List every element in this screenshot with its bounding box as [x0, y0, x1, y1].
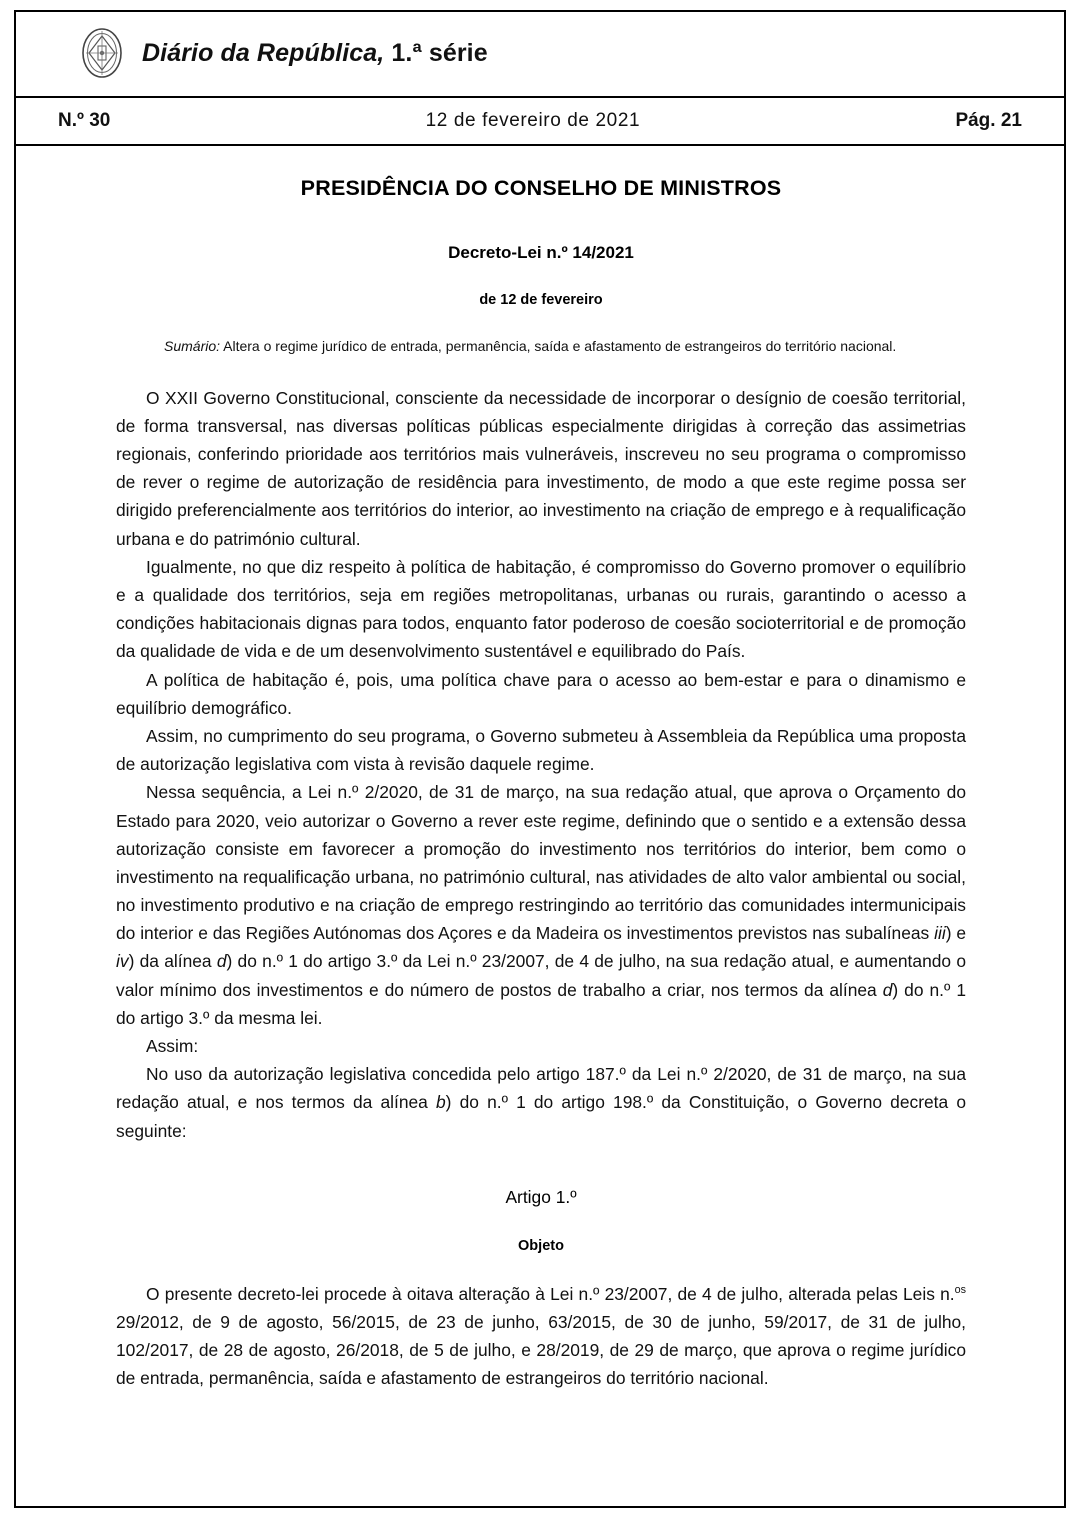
article-body [116, 1280, 966, 1393]
article-text-1: O presente decreto-lei procede à oitava alteração à Lei n.º 23/2007, de 4 de julho, alterada pelas Leis n. [146, 1283, 955, 1304]
portugal-coat-of-arms-icon [80, 27, 124, 79]
p7-italic-1: b [435, 1092, 446, 1113]
p5-italic-2: iv [116, 951, 129, 972]
document-content [52, 176, 1028, 1393]
article-heading: Artigo 1.º [505, 1186, 577, 1207]
p5-text-4: ) do n.º 1 do artigo 3.º da Lei n.º 23/2007, de 4 de julho, na sua redação atual, e aumentando o valor mínimo dos investimentos e do número de postos de trabalho a criar, nos termos da alínea [116, 951, 967, 1000]
p7-text-1: No uso da autorização legislativa concedida pelo artigo 187.º da Lei n.º 2/2020, de 31 de março, na sua redação atual, e nos termos da alínea [116, 1064, 966, 1113]
p5-text-5: ) do n.º 1 do artigo 3.º da mesma lei. [116, 979, 966, 1028]
issue-date: 12 de fevereiro de 2021 [425, 110, 641, 131]
article-subheading: Objeto [518, 1237, 564, 1254]
decree-date: de 12 de fevereiro [479, 292, 603, 308]
issue-number: N.º 30 [58, 110, 111, 131]
preamble-paragraph-3: A política de habitação é, pois, uma política chave para o acesso ao bem-estar e para o dinamismo e equilíbrio demográfico. [116, 669, 966, 718]
summary-label: Sumário: [164, 338, 221, 354]
summary-text: Altera o regime jurídico de entrada, permanência, saída e afastamento de estrangeiros do território nacional. [220, 338, 897, 354]
preamble-paragraph-7 [116, 1060, 966, 1145]
masthead [52, 10, 1028, 96]
masthead-title-rest: 1.ª série [384, 38, 488, 67]
page-inner [14, 10, 1066, 1508]
masthead-title [142, 39, 488, 68]
p5-italic-4: d [882, 979, 893, 1000]
decree-number: Decreto-Lei n.º 14/2021 [448, 243, 634, 262]
article-text-2: 29/2012, de 9 de agosto, 56/2015, de 23 de junho, 63/2015, de 30 de junho, 59/2017, de 31 de julho, 102/2017, de 28 de agosto, 26/2018, de 5 de julho, e 28/2019, de 29 de março, que aprova o regime jurídico de entrada, permanência, saída e afastamento de estrangeiros do território nacional. [116, 1311, 966, 1389]
issuing-body-title: PRESIDÊNCIA DO CONSELHO DE MINISTROS [300, 176, 782, 200]
page-header-row [52, 98, 1028, 144]
preamble-paragraph-1: O XXII Governo Constitucional, consciente da necessidade de incorporar o desígnio de coesão territorial, de forma transversal, nas diversas políticas públicas especialmente dirigidas à correção das assimetrias regionais, conferindo prioridade aos territórios mais vulneráveis, inscreveu no seu programa o compromisso de rever o regime de autorização de residência para investimento, de modo a que este regime possa ser dirigido preferencialmente aos territórios do interior, ao investimento na criação de emprego e à requalificação urbana e do património cultural. [116, 387, 966, 549]
summary-block [164, 336, 930, 358]
preamble-paragraph-4: Assim, no cumprimento do seu programa, o Governo submeteu à Assembleia da República uma proposta de autorização legislativa com vista à revisão daquele regime. [116, 725, 966, 775]
p5-text-3: ) da alínea [128, 951, 217, 972]
p7-text-2: ) do n.º 1 do artigo 198.º da Constituição, o Governo decreta o seguinte: [116, 1092, 966, 1141]
p5-italic-3: d [216, 951, 227, 972]
page-number: Pág. 21 [955, 110, 1022, 131]
preamble-paragraph-5 [116, 778, 966, 1032]
article-superscript: os [954, 1283, 966, 1296]
preamble-paragraph-2: Igualmente, no que diz respeito à política de habitação, é compromisso do Governo promover o equilíbrio e a qualidade dos territórios, seja em regiões metropolitanas, urbanas ou rurais, garantindo o acesso a condições habitacionais dignas para todos, enquanto fator poderoso de coesão socioterritorial e de promoção da qualidade de vida e de um desenvolvimento sustentável e equilibrado do País. [116, 556, 966, 662]
preamble-paragraph-6: Assim: [146, 1036, 199, 1056]
p5-text-1: Nessa sequência, a Lei n.º 2/2020, de 31 de março, na sua redação atual, que aprova o Orçamento do Estado para 2020, veio autorizar o Governo a rever este regime, definindo que o sentido e a extensão dessa autorização consiste em favorecer a promoção do investimento nos territórios do interior, bem como o investimento na requalificação urbana, no património cultural, nas atividades de alto valor ambiental ou social, no investimento produtivo e na criação de emprego restringindo ao território das comunidades intermunicipais do interior e das Regiões Autónomas dos Açores e da Madeira os investimentos previstos nas subalíneas [116, 782, 966, 944]
masthead-title-italic: Diário da República, [142, 38, 385, 67]
p5-italic-1: iii [934, 923, 946, 944]
preamble-body [116, 384, 966, 1145]
article-paragraph-1 [116, 1280, 966, 1393]
header-divider [14, 144, 1066, 146]
p5-text-2: ) e [945, 923, 966, 944]
